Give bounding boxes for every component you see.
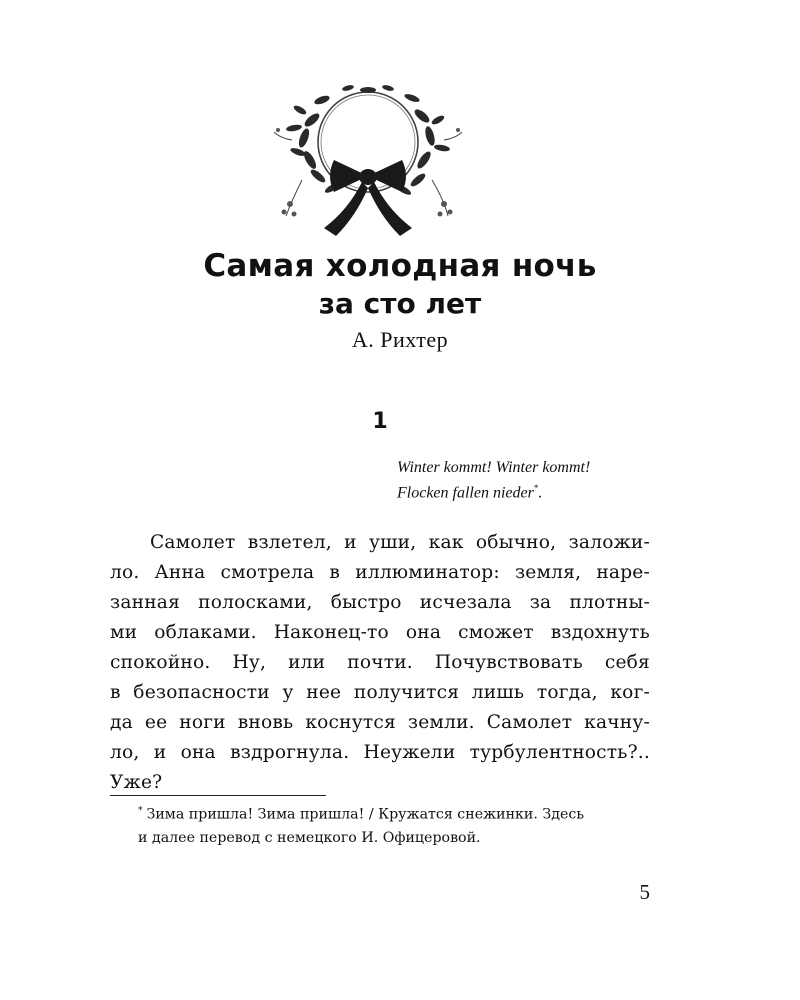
footnote-marker: * (138, 806, 143, 816)
footnote-line-1 (138, 800, 650, 827)
footnote (138, 800, 650, 850)
body-line: ми облаками. Наконец-то она сможет вздохнуть (110, 622, 650, 643)
body-line: ло. Анна смотрела в иллюминатор: земля, наре- (110, 562, 650, 583)
footnote-divider (110, 795, 326, 796)
body-line: Уже? (110, 772, 163, 793)
page-number: 5 (639, 880, 650, 904)
body-line: ло, и она вздрогнула. Неужели турбулентность?.. (110, 742, 650, 763)
epigraph-footnote-marker: * (533, 483, 539, 493)
christmas-wreath-icon (272, 80, 464, 248)
body-line: занная полосками, быстро исчезала за плотны- (110, 592, 650, 613)
body-paragraph (110, 528, 650, 798)
body-line: в безопасности у нее получится лишь тогда, ког- (110, 682, 650, 703)
footnote-line-2: и далее перевод с немецкого И. Офицеровой. (138, 829, 481, 846)
body-line: да ее ноги вновь коснутся земли. Самолет качну- (110, 712, 650, 733)
epigraph (397, 458, 657, 503)
epigraph-line-2-text: Flocken fallen nieder (397, 484, 534, 502)
body-line: спокойно. Ну, или почти. Почувствовать себя (110, 652, 650, 673)
body-line: Самолет взлетел, и уши, как обычно, заложи- (150, 532, 650, 553)
title-line-2: за сто лет (318, 287, 482, 320)
footnote-line-1-text: Зима пришла! Зима пришла! / Кружатся снежинки. Здесь (146, 806, 585, 823)
epigraph-line-1: Winter kommt! Winter kommt! (397, 459, 591, 476)
epigraph-line-2: Flocken fallen nieder*. (397, 483, 543, 502)
title-line-1: Самая холодная ночь (203, 248, 597, 284)
author-name: А. Рихтер (351, 327, 449, 352)
chapter-number: 1 (372, 409, 388, 434)
